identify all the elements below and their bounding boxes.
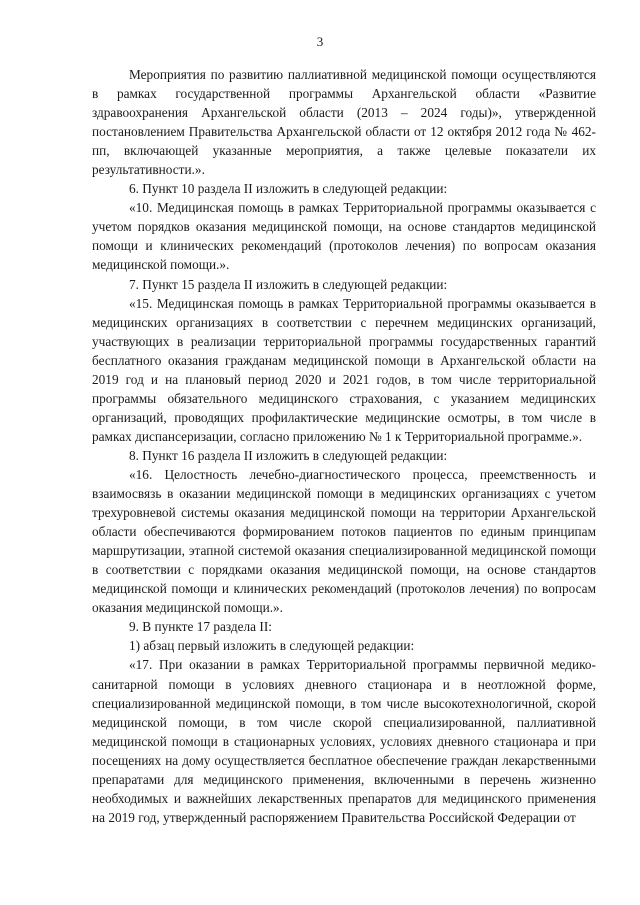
paragraph-clause-17: «17. При оказании в рамках Территориальной программы первичной медико-санитарной помощи в условиях дневного стационара и в неотложной форме, специализированной медицинской помощи, в том числе высокотехнологичной, скорой медицинской помощи, в том числе скорой специализированной, паллиативной медицинской помощи в стационарных условиях, условиях дневного стационара и при посещениях на дому осуществляется бесплатное обеспечение граждан лекарственными препаратами для медицинского применения, включенными в перечень жизненно необходимых и важнейших лекарственных препаратов для медицинского применения на 2019 год, утвержденный распоряжением Правительства Российской Федерации от (92, 657, 596, 825)
paragraph-clause-16: «16. Целостность лечебно-диагностического процесса, преемственность и взаимосвязь в оказании медицинской помощи в медицинских организациях с учетом трехуровневой системы оказания медицинской помощи на территории Архангельской области обеспечиваются формированием потоков пациентов по единым принципам маршрутизации, этапной системой оказания специализированной медицинской помощи в соответствии с порядками оказания медицинской помощи, на основе стандартов медицинской помощи и клинических рекомендаций (протоколов лечения) по вопросам оказания медицинской помощи.». (92, 466, 596, 616)
paragraph-item-8-heading: 8. Пункт 16 раздела II изложить в следующей редакции: (129, 447, 448, 463)
paragraph-palliative-measures: Мероприятия по развитию паллиативной медицинской помощи осуществляются в рамках государственной программы Архангельской области «Развитие здравоохранения Архангельской области (2013 – 2024 годы)», утвержденной постановлением Правительства Архангельской области от 12 октября 2012 года № 462-пп, включающей указанные мероприятия, а также целевые показатели их результативности.». (92, 67, 596, 178)
document-body (92, 65, 596, 827)
paragraph-subitem-1: 1) абзац первый изложить в следующей редакции: (129, 638, 415, 654)
paragraph-item-6-heading: 6. Пункт 10 раздела II изложить в следующей редакции: (129, 181, 448, 197)
paragraph-clause-15: «15. Медицинская помощь в рамках Территориальной программы оказывается в медицинских организациях в соответствии с перечнем медицинских организаций, участвующих в реализации территориальной программы государственных гарантий бесплатного оказания гражданам медицинской помощи в Архангельской области на 2019 год и на плановый период 2020 и 2021 годов, в том числе территориальной программы обязательного медицинского страхования, с указанием медицинских организаций, проводящих профилактические медицинские осмотры, в том числе в рамках диспансеризации, согласно приложению № 1 к Территориальной программе.». (92, 295, 596, 444)
paragraph-item-9-heading: 9. В пункте 17 раздела II: (129, 619, 272, 635)
paragraph-item-7-heading: 7. Пункт 15 раздела II изложить в следующей редакции: (129, 276, 448, 292)
page-number: 3 (316, 34, 324, 49)
paragraph-clause-10: «10. Медицинская помощь в рамках Территориальной программы оказывается с учетом порядков оказания медицинской помощи, на основе стандартов медицинской помощи и клинических рекомендаций (протоколов лечения) по вопросам оказания медицинской помощи.». (92, 200, 596, 273)
